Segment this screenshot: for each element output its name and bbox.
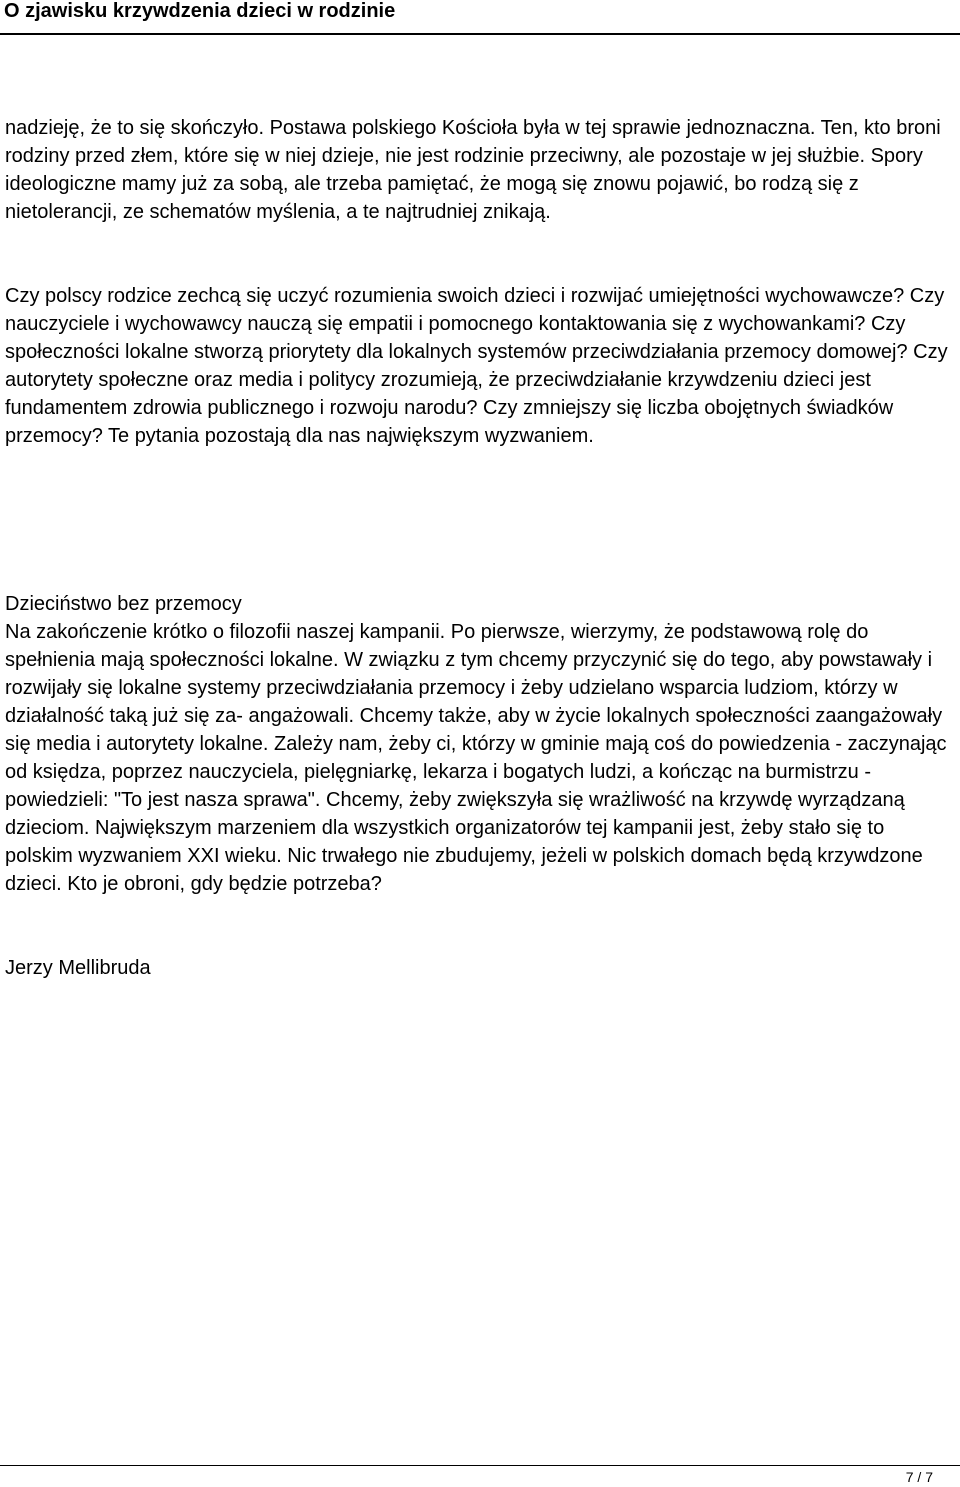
body-paragraph: Na zakończenie krótko o filozofii naszej kampanii. Po pierwsze, wierzymy, że podstawową rolę do spełnienia mają społeczności lokalne. W związku z tym chcemy przyczynić się do tego, aby powstawały i rozwijały się lokalne systemy przeciwdziałania przemocy i żeby udzielano wsparcia ludziom, którzy w działalność taką już się za- angażowali. Chcemy także, aby w życie lokalnych społeczności zaangażowały się media i autorytety lokalne. Zależy nam, żeby ci, którzy w gminie mają coś do powiedzenia - zaczynając od księdza, poprzez nauczyciela, pielęgniarkę, lekarza i bogatych ludzi, a kończąc na burmistrzu - powiedzieli: "To jest nasza sprawa". Chcemy, żeby zwiększyła się wrażliwość na krzywdę wyrządzaną dzieciom. Największym marzeniem dla wszystkich organizatorów tej kampanii jest, żeby stało się to polskim wyzwaniem XXI wieku. Nic trwałego nie zbudujemy, jeżeli w polskich domach będą krzywdzone dzieci. Kto je obroni, gdy będzie potrzeba? (5, 621, 947, 895)
section-heading: Dzieciństwo bez przemocy (5, 593, 242, 615)
body-paragraph: Czy polscy rodzice zechcą się uczyć rozumienia swoich dzieci i rozwijać umiejętności wychowawcze? Czy nauczyciele i wychowawcy nauczą się empatii i pomocnego kontaktowania się z wychowankami? Czy społeczności lokalne stworzą priorytety dla lokalnych systemów przeciwdziałania przemocy domowej? Czy autorytety społeczne oraz media i politycy zrozumieją, że przeciwdziałanie krzywdzeniu dzieci jest fundamentem zdrowia publicznego i rozwoju narodu? Czy zmniejszy się liczba obojętnych świadków przemocy? Te pytania pozostają dla nas największym wyzwaniem. (5, 285, 948, 447)
author-signature: Jerzy Mellibruda (5, 957, 151, 979)
header-divider (0, 33, 960, 35)
document-title: O zjawisku krzywdzenia dzieci w rodzinie (4, 0, 396, 22)
footer-divider (0, 1465, 960, 1466)
page-number: 7 / 7 (905, 1469, 933, 1485)
section (5, 590, 955, 898)
body-paragraph: nadzieję, że to się skończyło. Postawa polskiego Kościoła była w tej sprawie jednoznaczna. Ten, kto broni rodziny przed złem, które się w niej dzieje, nie jest rodzinie przeciwny, ale pozostaje w jej służbie. Spory ideologiczne mamy już za sobą, ale trzeba pamiętać, że mogą się znowu pojawić, bo rodzą się z nietolerancji, ze schematów myślenia, a te najtrudniej znikają. (5, 117, 941, 223)
